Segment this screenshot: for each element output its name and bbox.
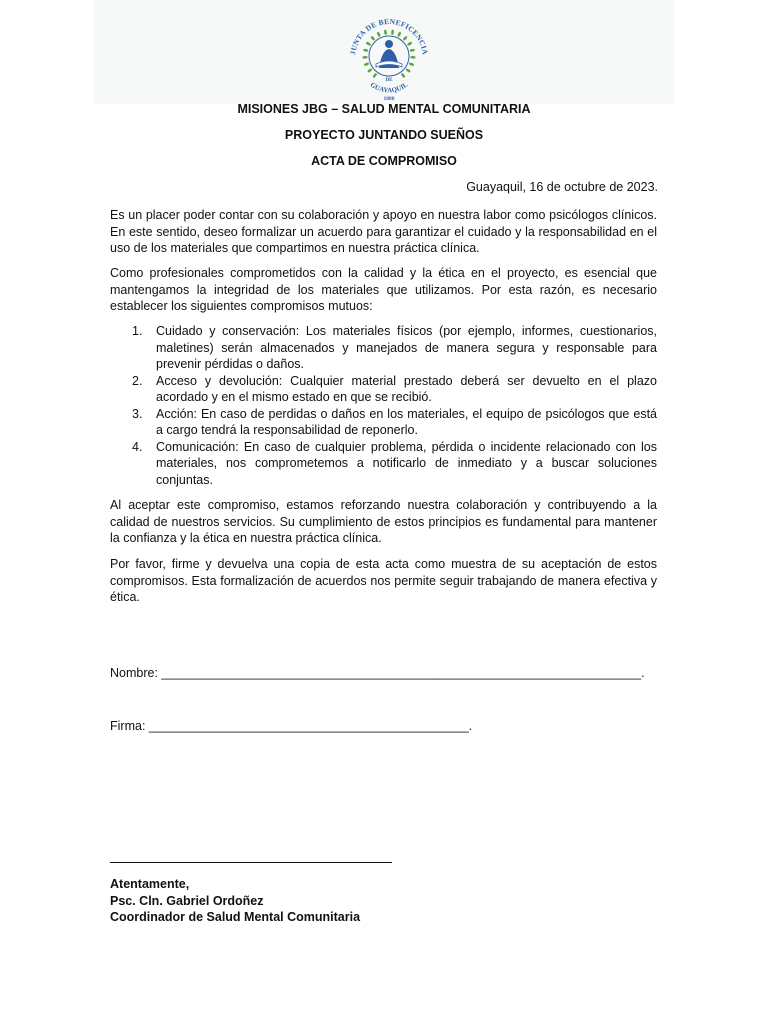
laurel-leaf xyxy=(367,68,373,73)
list-item-number: 1. xyxy=(132,324,143,338)
laurel-leaf xyxy=(409,62,415,66)
list-item-text: Acción: En caso de perdidas o daños en los materiales, el equipo de psicólogos que está a cargo tendrá la responsabilidad de reponerlo. xyxy=(156,406,657,437)
laurel-leaf xyxy=(397,31,402,37)
laurel-leaf xyxy=(363,48,369,52)
laurel-leaf xyxy=(391,29,394,35)
pieta-emblem xyxy=(376,40,402,68)
intro-paragraph: Es un placer poder contar con su colaboración y apoyo en nuestra labor como psicólogos clínicos. En este sentido, deseo formalizar un acuerdo para garantizar el cuidado y la responsabilidad en el uso de los materiales que compartimos en nuestra práctica clínica. xyxy=(110,208,657,255)
laurel-leaf xyxy=(365,41,371,46)
laurel-leaf xyxy=(362,56,367,59)
laurel-leaf xyxy=(370,35,375,41)
list-item xyxy=(110,323,657,373)
list-item-number: 2. xyxy=(132,373,143,388)
heading-acta: ACTA DE COMPROMISO xyxy=(311,154,457,168)
laurel-leaf xyxy=(364,62,370,66)
firma-field[interactable]: Firma: ______________________________________________. xyxy=(110,719,473,733)
laurel-leaf xyxy=(410,56,415,59)
logo-text-de: DE xyxy=(385,78,393,83)
signoff-block xyxy=(110,876,360,926)
logo-text-year: 1888 xyxy=(383,96,395,102)
laurel-leaf xyxy=(384,29,387,35)
nombre-field[interactable]: Nombre: _____________________________________________________________________. xyxy=(110,666,645,680)
list-item-number: 3. xyxy=(132,406,143,421)
list-item-text: Cuidado y conservación: Los materiales físicos (por ejemplo, informes, cuestionarios, maletines) serán almacenados y manejados de manera segura y responsable para prevenir pérdidas o daños. xyxy=(156,324,657,371)
closing-text: Atentamente, xyxy=(110,877,190,891)
ethics-paragraph: Como profesionales comprometidos con la calidad y la ética en el proyecto, es esencial que mantengamos la integridad de los materiales que utilizamos. Por esta razón, es necesario establecer los siguientes compromisos mutuos: xyxy=(110,266,657,313)
list-item xyxy=(110,439,657,489)
heading-proyecto: PROYECTO JUNTANDO SUEÑOS xyxy=(284,128,484,142)
logo-text-city: GUAYAQUIL xyxy=(368,81,410,95)
request-paragraph: Por favor, firme y devuelva una copia de esta acta como muestra de su aceptación de estos compromisos. Esta formalización de acuerdos nos permite seguir trabajando de manera efectiva y ética. xyxy=(110,557,657,604)
list-item xyxy=(110,373,657,406)
laurel-leaf xyxy=(409,48,415,52)
junta-beneficencia-logo xyxy=(346,12,432,102)
signer-role: Coordinador de Salud Mental Comunitaria xyxy=(110,910,361,924)
list-item-text: Acceso y devolución: Cualquier material prestado deberá ser devuelto en el plazo acordado y en el mismo estado en que se recibió. xyxy=(156,373,657,404)
signer-name: Psc. Cln. Gabriel Ordoñez xyxy=(110,893,264,908)
heading-misiones: MISIONES JBG – SALUD MENTAL COMUNITARIA xyxy=(237,102,531,116)
logo-text-top: JUNTA DE BENEFICENCIA xyxy=(348,16,430,56)
signature-line xyxy=(110,862,392,863)
laurel-leaf xyxy=(407,41,413,46)
laurel-leaf xyxy=(372,73,377,79)
list-item-number: 4. xyxy=(132,439,143,454)
acceptance-paragraph: Al aceptar este compromiso, estamos reforzando nuestra colaboración y contribuyendo a la calidad de nuestros servicios. Su cumplimiento de estos principios es fundamental para mantener la confianza y la ética en nuestra práctica clínica. xyxy=(110,498,657,545)
laurel-leaf xyxy=(376,31,381,37)
laurel-leaf xyxy=(401,73,406,79)
svg-text:GUAYAQUIL xyxy=(369,81,410,94)
list-item-text: Comunicación: En caso de cualquier problema, pérdida o incidente relacionado con los materiales, nos comprometemos a notificarlo de inmediato y a buscar soluciones conjuntas. xyxy=(156,439,657,487)
list-item xyxy=(110,406,657,439)
commitments-list xyxy=(110,323,657,488)
laurel-leaf xyxy=(402,35,407,41)
laurel-leaf xyxy=(405,68,411,73)
document-date: Guayaquil, 16 de octubre de 2023. xyxy=(466,180,658,194)
